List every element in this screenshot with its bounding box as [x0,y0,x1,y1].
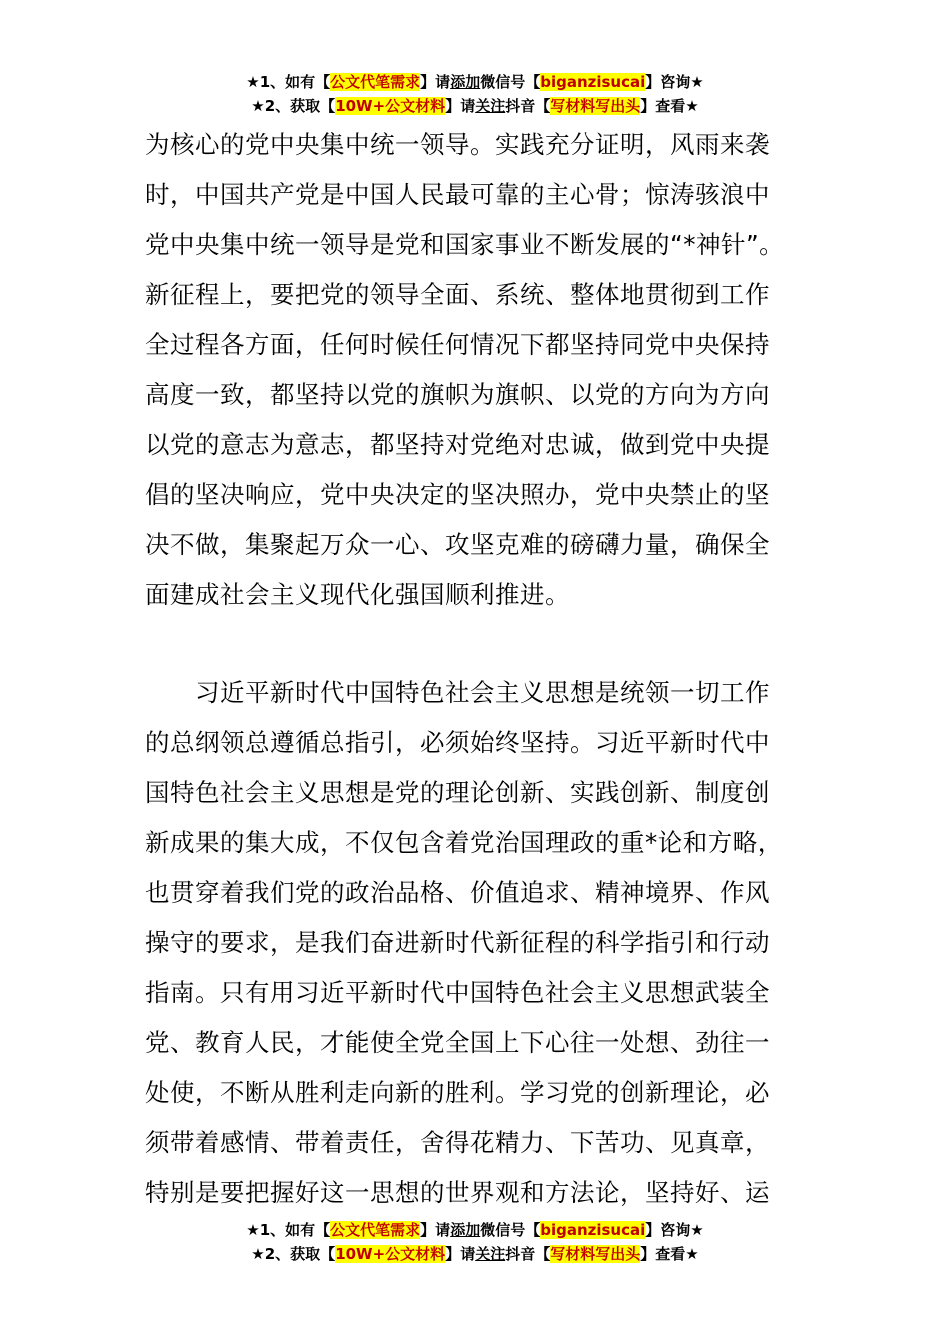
text-line: 倡的坚决响应，党中央决定的坚决照办，党中央禁止的坚 [145,480,770,509]
text-line: 特别是要把握好这一思想的世界观和方法论，坚持好、运 [145,1178,770,1207]
text-line: 面建成社会主义现代化强国顺利推进。 [145,580,570,609]
text-line: 以党的意志为意志，都坚持对党绝对忠诚，做到党中央提 [145,430,770,459]
text-line: 须带着感情、带着责任，舍得花精力、下苦功、见真章， [145,1128,770,1157]
text-line: 时，中国共产党是中国人民最可靠的主心骨；惊涛骇浪中 [145,180,770,209]
banner-text: 抖音【 [505,97,551,115]
banner-text: 微信号【 [480,1221,541,1239]
banner-underlined-text: 添加 [450,1221,481,1239]
footer-banner [0,1218,950,1266]
banner-text: 】请 [420,1221,451,1239]
banner-highlight: biganzisucai [540,1221,646,1239]
banner-text: 】查看★ [640,97,699,115]
banner-text: 】查看★ [640,1245,699,1263]
banner-text: 微信号【 [480,73,541,91]
banner-underlined-text: 关注 [475,97,506,115]
banner-text: 】咨询★ [645,73,704,91]
banner-underlined-text: 关注 [475,1245,506,1263]
banner-highlight: 公文代笔需求 [330,73,421,91]
banner-highlight: 10W+公文材料 [335,97,446,115]
text-line: 新征程上，要把党的领导全面、系统、整体地贯彻到工作 [145,280,770,309]
text-line: 操守的要求，是我们奋进新时代新征程的科学指引和行动 [145,928,770,957]
paragraph-2 [145,668,810,1218]
banner-text: 】咨询★ [645,1221,704,1239]
banner-line-2 [0,94,950,118]
text-line: 新成果的集大成，不仅包含着党治国理政的重*论和方略， [145,828,783,857]
text-line: 也贯穿着我们党的政治品格、价值追求、精神境界、作风 [145,878,770,907]
paragraph-1 [145,120,810,620]
banner-text: ★1、如有【 [246,1221,331,1239]
banner-text: 】请 [420,73,451,91]
banner-line-1 [0,70,950,94]
text-line: 指南。只有用习近平新时代中国特色社会主义思想武装全 [145,978,770,1007]
banner-highlight: 公文代笔需求 [330,1221,421,1239]
banner-text: 】请 [445,1245,476,1263]
banner-highlight: biganzisucai [540,73,646,91]
banner-text: 抖音【 [505,1245,551,1263]
banner-highlight: 写材料写出头 [550,97,641,115]
text-line: 处使，不断从胜利走向新的胜利。学习党的创新理论，必 [145,1078,770,1107]
banner-line-2 [0,1242,950,1266]
banner-text: ★2、获取【 [251,97,336,115]
banner-line-1 [0,1218,950,1242]
banner-text: ★2、获取【 [251,1245,336,1263]
text-line: 党中央集中统一领导是党和国家事业不断发展的“*神针”。 [145,230,785,259]
text-line: 全过程各方面，任何时候任何情况下都坚持同党中央保持 [145,330,770,359]
text-line: 党、教育人民，才能使全党全国上下心往一处想、劲往一 [145,1028,770,1057]
text-line: 高度一致，都坚持以党的旗帜为旗帜、以党的方向为方向 [145,380,770,409]
banner-text: ★1、如有【 [246,73,331,91]
banner-text: 】请 [445,97,476,115]
text-line: 国特色社会主义思想是党的理论创新、实践创新、制度创 [145,778,770,807]
text-line: 的总纲领总遵循总指引，必须始终坚持。习近平新时代中 [145,728,770,757]
text-line: 习近平新时代中国特色社会主义思想是统领一切工作 [145,678,770,707]
text-line: 决不做，集聚起万众一心、攻坚克难的磅礴力量，确保全 [145,530,770,559]
header-banner [0,70,950,118]
text-line: 为核心的党中央集中统一领导。实践充分证明，风雨来袭 [145,130,770,159]
banner-highlight: 10W+公文材料 [335,1245,446,1263]
banner-highlight: 写材料写出头 [550,1245,641,1263]
banner-underlined-text: 添加 [450,73,481,91]
